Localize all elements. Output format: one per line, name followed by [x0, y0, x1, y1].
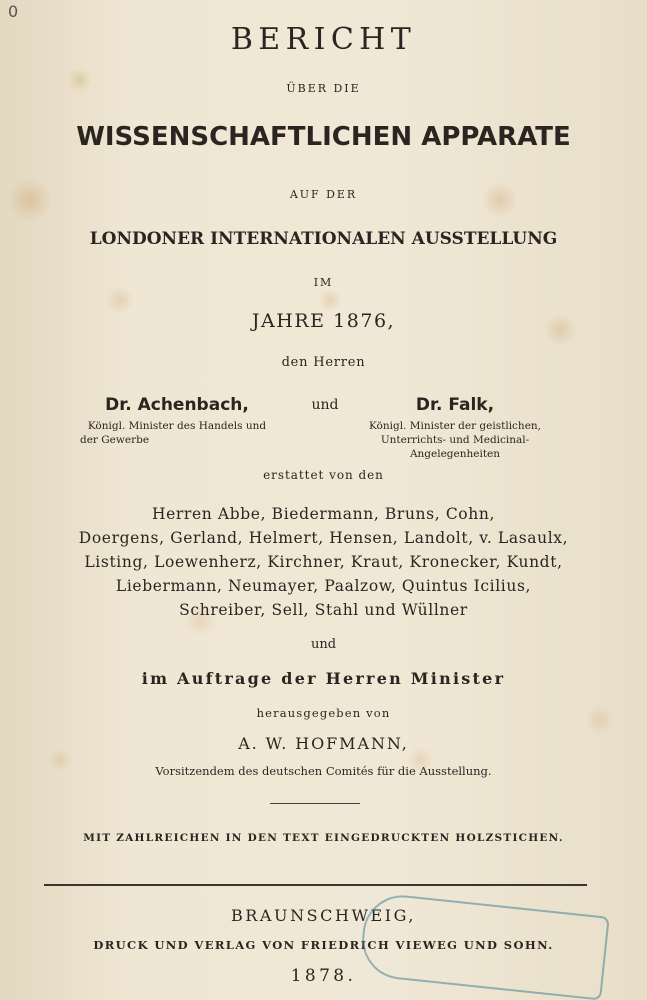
- contributors-line: Schreiber, Sell, Stahl und Wüllner: [179, 601, 468, 619]
- illustrations-note: MIT ZAHLREICHEN IN DEN TEXT EINGEDRUCKTEN HOLZSTICHEN.: [83, 832, 564, 844]
- short-divider: [270, 803, 360, 804]
- addressees-connector: und: [311, 397, 339, 413]
- addressee-right-title-3: Angelegenheiten: [409, 448, 501, 460]
- contributors-intro: erstattet von den: [263, 468, 384, 482]
- title-exhibition: LONDONER INTERNATIONALEN AUSSTELLUNG: [89, 229, 558, 249]
- title-im: IM: [313, 276, 334, 289]
- contributors-line: Listing, Loewenherz, Kirchner, Kraut, Kronecker, Kundt,: [84, 553, 563, 571]
- title-auf-der: AUF DER: [289, 188, 358, 201]
- contributors-und: und: [310, 637, 337, 652]
- commission-line: im Auftrage der Herren Minister: [141, 669, 506, 688]
- imprint-city: BRAUNSCHWEIG,: [230, 906, 417, 925]
- contributors-line: Herren Abbe, Biedermann, Bruns, Cohn,: [151, 505, 496, 523]
- addressee-right-title-2: Unterrichts- und Medicinal-: [380, 434, 530, 446]
- addressee-right: [355, 395, 555, 461]
- contributors-line: Doergens, Gerland, Helmert, Hensen, Landolt, v. Lasaulx,: [78, 529, 569, 547]
- contributors-list: [0, 502, 647, 622]
- imprint-year: 1878.: [290, 966, 357, 986]
- addressee-left-name: Dr. Achenbach,: [105, 395, 249, 415]
- addressees-intro: den Herren: [281, 355, 366, 370]
- title-ueber-die: ÜBER DIE: [286, 82, 361, 95]
- addressee-right-title-1: Königl. Minister der geistlichen,: [368, 420, 542, 432]
- addressees-block: [0, 395, 647, 465]
- addressee-left: [62, 395, 292, 447]
- imprint-publisher: DRUCK UND VERLAG VON FRIEDRICH VIEWEG UND SOHN.: [93, 938, 554, 952]
- title-bericht: BERICHT: [230, 22, 417, 57]
- title-main: WISSENSCHAFTLICHEN APPARATE: [76, 122, 571, 152]
- addressee-left-title-2: der Gewerbe: [80, 434, 150, 446]
- editor-role: Vorsitzendem des deutschen Comités für die Ausstellung.: [155, 764, 492, 778]
- editor-name: A. W. HOFMANN,: [238, 734, 409, 753]
- title-year-line: JAHRE 1876,: [251, 310, 396, 332]
- contributors-line: Liebermann, Neumayer, Paalzow, Quintus Icilius,: [115, 577, 532, 595]
- addressee-left-title-1: Königl. Minister des Handels und: [87, 420, 267, 432]
- addressee-right-name: Dr. Falk,: [415, 395, 495, 415]
- pencil-mark: 0: [8, 2, 19, 21]
- editor-intro: herausgegeben von: [256, 706, 391, 720]
- imprint-divider: [44, 884, 587, 886]
